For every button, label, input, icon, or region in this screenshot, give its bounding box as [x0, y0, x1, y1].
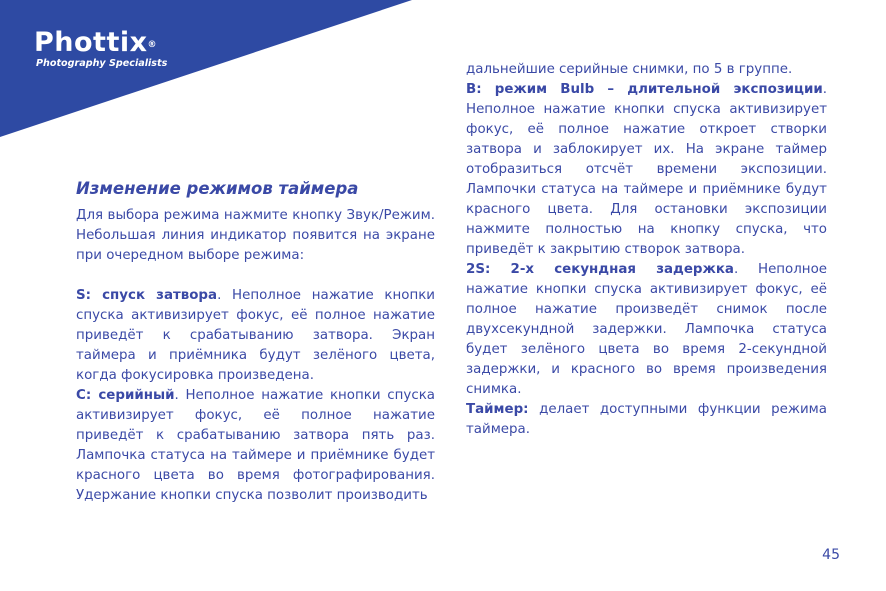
mode-c-paragraph — [76, 386, 435, 506]
mode-s-text: . Неполное нажатие кнопки спуска активизирует фокус, её полное нажатие приведёт к срабатыванию затвора. Экран таймера и приёмника будут зелёного цвета, когда фокусировка произведена. — [76, 288, 436, 383]
brand-corner-banner — [0, 0, 420, 140]
logo-wordmark: Phottix — [34, 27, 148, 58]
mode-timer-text: делает доступными функции режима таймера. — [466, 402, 827, 437]
mode-s-label: S: спуск затвора — [76, 288, 218, 303]
mode-c-text: . Неполное нажатие кнопки спуска активизирует фокус, её полное нажатие приведёт к срабатыванию затвора пять раз. Лампочка статуса на таймере и приёмнике будет красного цвета во время фотографирования. Удержание кнопки спуска позволит производить — [76, 388, 435, 503]
mode-b-paragraph — [466, 80, 827, 260]
left-column — [76, 178, 435, 506]
mode-s-paragraph — [76, 286, 435, 386]
logo-tagline: Photography Specialists — [36, 58, 168, 69]
page-number: 45 — [822, 547, 840, 563]
mode-c-label: C: серийный — [76, 388, 175, 403]
mode-timer-paragraph — [466, 400, 827, 440]
continuation-paragraph: дальнейшие серийные снимки, по 5 в группе. — [466, 62, 793, 77]
phottix-logo — [34, 28, 167, 69]
mode-b-label: B: режим Bulb – длительной экспозиции — [466, 82, 823, 97]
mode-2s-paragraph — [466, 260, 827, 400]
mode-b-text: . Неполное нажатие кнопки спуска активизирует фокус, её полное нажатие откроет створки затвора и заблокирует их. На экране таймер отобразиться отсчёт времени экспозиции. Лампочки статуса на таймере и приёмнике будут красного цвета. Для остановки экспозиции нажмите полностью на кнопку спуска, что приведёт к закрытию створок затвора. — [466, 82, 827, 257]
mode-timer-label: Таймер: — [466, 402, 529, 417]
right-column — [466, 60, 827, 440]
mode-2s-label: 2S: 2-х секундная задержка — [466, 262, 734, 277]
mode-2s-text: . Неполное нажатие кнопки спуска активизирует фокус, её полное нажатие произведёт снимок после двухсекундной задержки. Лампочка статуса будет зелёного цвета во время 2-секундной задержки, и красного во время произведения снимка. — [466, 262, 827, 397]
intro-paragraph: Для выбора режима нажмите кнопку Звук/Режим. Небольшая линия индикатор появится на экране при очередном выборе режима: — [76, 208, 435, 263]
registered-mark: ® — [147, 40, 158, 50]
section-heading: Изменение режимов таймера — [76, 179, 359, 198]
